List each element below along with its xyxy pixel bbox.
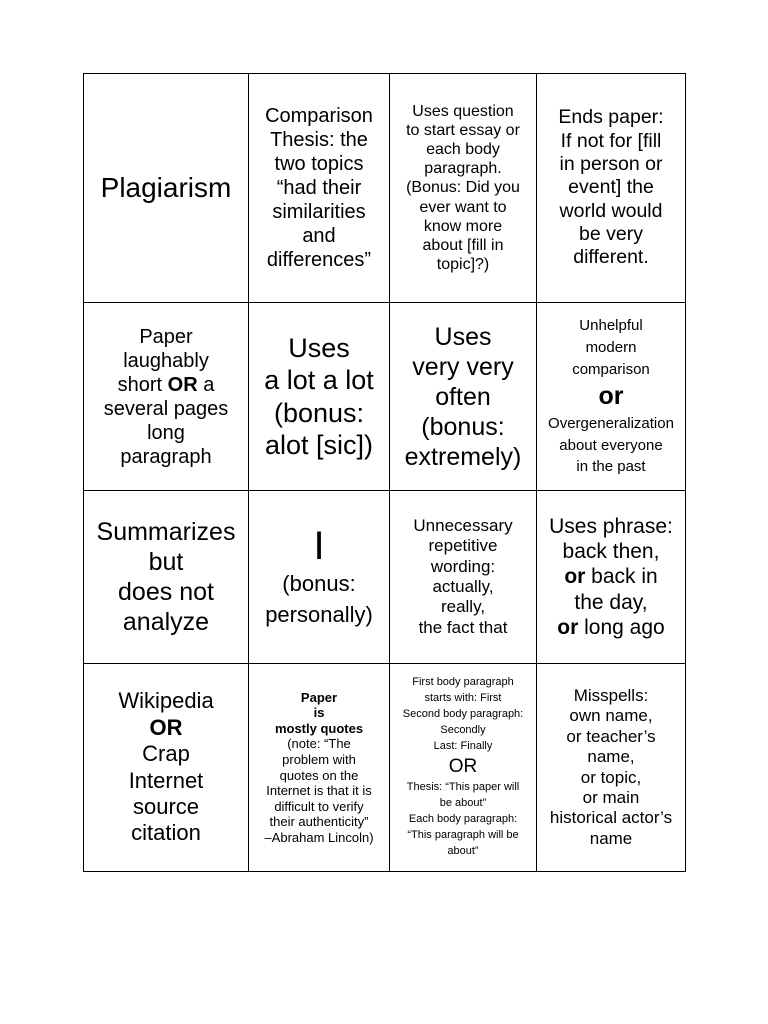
cell-first-person xyxy=(249,491,390,664)
cell-text: in the past xyxy=(576,458,646,476)
cell-text: Plagiarism xyxy=(100,172,232,204)
cell-text: source xyxy=(132,793,200,819)
cell-misspells xyxy=(537,664,686,872)
cell-uses-phrase xyxy=(537,491,686,664)
cell-text: First body paragraph xyxy=(412,676,514,689)
cell-text: “This paragraph will be xyxy=(407,828,519,841)
cell-text: Misspells: xyxy=(573,685,649,705)
or-keyword: OR xyxy=(149,714,183,740)
cell-text: (note: “The xyxy=(287,736,351,752)
cell-text: Internet is that it is xyxy=(266,783,372,799)
or-keyword: or xyxy=(564,565,586,589)
cell-text: know more xyxy=(423,217,503,235)
cell-text: similarities xyxy=(272,201,366,223)
cell-text: Summarizes xyxy=(96,518,236,546)
cell-text: Paper xyxy=(139,325,193,348)
cell-text: Second body paragraph: xyxy=(402,708,524,721)
cell-text: Last: Finally xyxy=(433,740,493,753)
cell-text: topic]?) xyxy=(436,256,490,274)
cell-text: (Bonus: Did you xyxy=(406,179,520,197)
cell-text: but xyxy=(148,548,184,576)
cell-text: the day, xyxy=(574,590,648,614)
cell-text-mixed xyxy=(539,615,683,640)
cell-text: back then, xyxy=(562,540,660,564)
cell-text: Unhelpful xyxy=(579,317,643,334)
cell-text: in person or xyxy=(559,152,663,175)
cell-text: back in xyxy=(585,565,658,589)
cell-text: Thesis: “This paper will xyxy=(406,780,520,793)
cell-text: really, xyxy=(440,597,486,617)
cell-ends-paper xyxy=(537,74,686,303)
cell-text: If not for [fill xyxy=(560,129,662,152)
cell-mostly-quotes xyxy=(249,664,390,872)
cell-text: Overgeneralization xyxy=(548,414,674,432)
cell-text: (bonus: xyxy=(282,570,356,596)
cell-text: Comparison xyxy=(265,105,373,127)
cell-text: several pages xyxy=(103,397,229,420)
cell-text: name xyxy=(589,828,633,848)
cell-text: (bonus: xyxy=(421,412,505,441)
cell-text: problem with xyxy=(282,751,356,767)
cell-text: name, xyxy=(587,747,635,767)
cell-text: different. xyxy=(573,246,649,269)
cell-text: be very xyxy=(579,223,643,246)
cell-text: about everyone xyxy=(559,436,663,454)
cell-text: modern xyxy=(585,338,637,356)
cell-text: be about” xyxy=(439,796,487,809)
or-keyword: OR xyxy=(167,373,198,396)
cell-text: quotes on the xyxy=(279,767,359,783)
cell-text: very very xyxy=(412,352,514,381)
cell-text: Uses xyxy=(434,322,492,351)
cell-text: alot [sic]) xyxy=(264,429,374,460)
cell-text: Uses phrase: xyxy=(549,515,673,539)
cell-text: difficult to verify xyxy=(274,798,364,814)
cell-text: Each body paragraph: xyxy=(408,812,518,825)
cell-very-very xyxy=(390,303,537,491)
cell-text: differences” xyxy=(266,249,372,271)
cell-text: long xyxy=(147,421,185,444)
cell-text: mostly quotes xyxy=(274,720,364,736)
cell-text: to start essay or xyxy=(406,121,520,139)
or-keyword: or xyxy=(557,615,579,639)
cell-text: Thesis: the xyxy=(270,129,368,151)
cell-text: about” xyxy=(447,844,479,857)
cell-text: repetitive xyxy=(428,536,498,556)
cell-summarizes xyxy=(84,491,249,664)
cell-text: paragraph. xyxy=(424,160,502,178)
cell-text: or topic, xyxy=(580,767,642,787)
cell-text: wording: xyxy=(430,556,496,576)
cell-text: a lot a lot xyxy=(264,365,374,396)
cell-text: world would xyxy=(559,199,663,222)
cell-text: laughably xyxy=(123,349,209,372)
cell-text: or main xyxy=(582,787,640,807)
cell-text: citation xyxy=(131,820,201,846)
cell-body-paragraph-transitions xyxy=(390,664,537,872)
cell-text: “had their xyxy=(276,177,362,199)
cell-text: often xyxy=(435,382,491,411)
cell-text: and xyxy=(302,225,336,247)
cell-unhelpful-comparison xyxy=(537,303,686,491)
cell-paper-length xyxy=(84,303,249,491)
cell-text: analyze xyxy=(122,608,210,636)
cell-text: (bonus: xyxy=(273,397,365,428)
cell-text: extremely) xyxy=(404,442,522,471)
cell-text: ever want to xyxy=(419,198,507,216)
cell-text: does not xyxy=(118,578,214,606)
cell-text-large: I xyxy=(313,523,325,568)
cell-text: Internet xyxy=(128,767,204,793)
cell-text: Crap xyxy=(142,741,190,767)
cell-text: Ends paper: xyxy=(558,106,664,129)
cell-uses-question xyxy=(390,74,537,303)
cell-text: event] the xyxy=(568,176,654,199)
cell-text: Wikipedia xyxy=(118,688,214,714)
or-keyword: or xyxy=(598,382,624,411)
cell-text: Uses xyxy=(288,332,350,363)
or-keyword: OR xyxy=(448,756,478,778)
cell-text-mixed xyxy=(86,373,246,397)
cell-text: two topics xyxy=(274,153,364,175)
cell-text: short xyxy=(117,373,168,396)
cell-text: historical actor’s xyxy=(549,808,673,828)
cell-text: the fact that xyxy=(418,617,508,637)
cell-comparison-thesis xyxy=(249,74,390,303)
cell-text: or teacher’s xyxy=(566,726,656,746)
cell-text: each body xyxy=(426,141,500,159)
cell-text: Unnecessary xyxy=(413,515,513,535)
cell-text: –Abraham Lincoln) xyxy=(264,829,374,845)
cell-text: personally) xyxy=(265,602,373,627)
cell-text: about [fill in xyxy=(422,236,504,254)
cell-text: own name, xyxy=(569,706,653,726)
cell-wikipedia xyxy=(84,664,249,872)
cell-text: starts with: First xyxy=(424,692,502,705)
cell-a-lot xyxy=(249,303,390,491)
cell-text: paragraph xyxy=(120,445,212,468)
cell-text: their authenticity” xyxy=(269,814,369,830)
cell-text: Uses question xyxy=(412,102,514,120)
cell-text: Paper xyxy=(300,689,338,705)
cell-text-mixed xyxy=(539,564,683,589)
cell-text: is xyxy=(313,705,325,721)
cell-plagiarism xyxy=(84,74,249,303)
cell-text: a xyxy=(197,373,215,396)
cell-repetitive-wording xyxy=(390,491,537,664)
cell-text: long ago xyxy=(578,615,665,639)
cell-text: comparison xyxy=(572,360,650,378)
bingo-grid xyxy=(83,73,686,872)
cell-text: Secondly xyxy=(440,724,486,737)
cell-text: actually, xyxy=(432,577,494,596)
